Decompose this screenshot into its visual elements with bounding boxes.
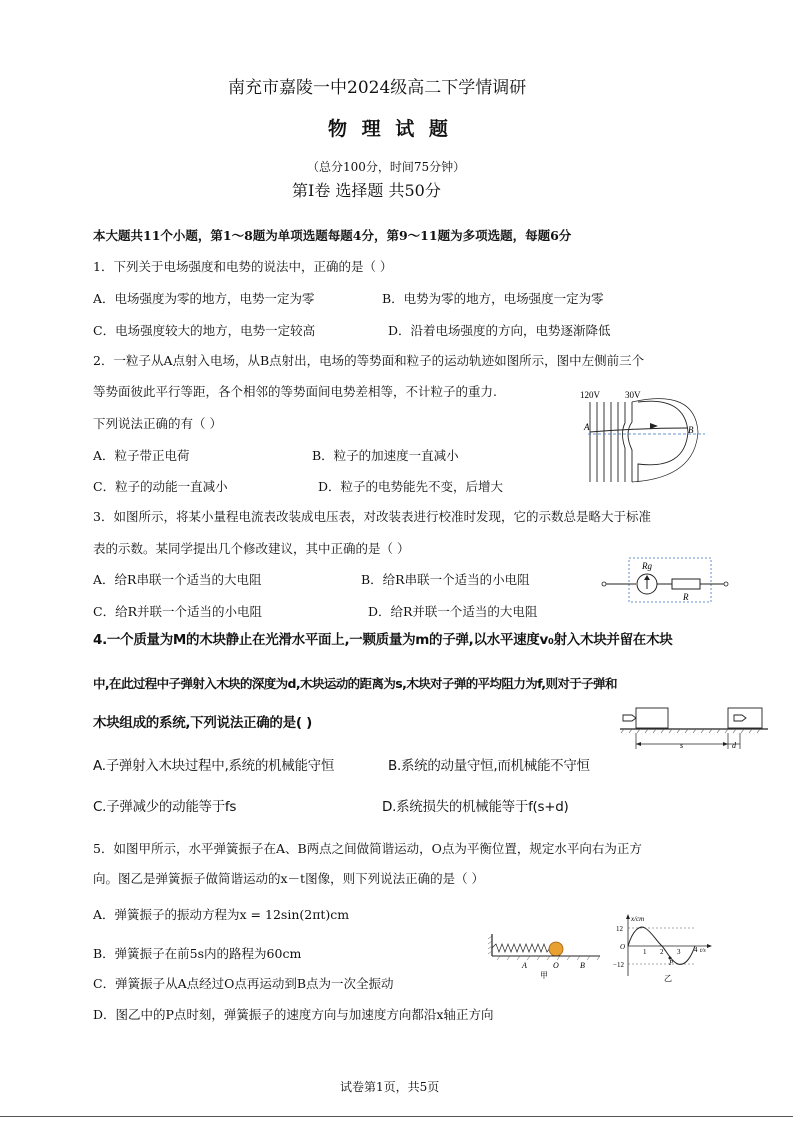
q4-option-b: B.系统的动量守恒,而机械能不守恒 [388,758,590,774]
exam-meta: （总分100分，时间75分钟） [307,160,466,174]
q2-point-b: B [688,425,694,435]
q2-option-d: D．粒子的电势能先不变，后增大 [318,479,504,494]
q4-option-d: D.系统损失的机械能等于f(s+d) [382,799,569,815]
instructions: 本大题共11个小题，第1～8题为单项选题每题4分，第9～11题为多项选题，每题6分 [93,228,572,243]
q5-fig2-ylabel: x/cm [631,915,645,923]
q5-fig2-t1: 1 [643,948,647,956]
q1-option-d: D．沿着电场强度的方向，电势逐渐降低 [388,323,611,338]
q1-option-a: A．电场强度为零的地方，电势一定为零 [93,291,315,306]
q5-figure-xt-graph [612,912,717,984]
page-bottom-border [0,1116,793,1117]
q5-fig1-b: B [580,961,585,970]
q5-fig2-t4: 4 [694,946,698,954]
q5-fig1-o: O [553,961,559,970]
q3-figure-circuit [602,555,728,605]
q5-fig2-caption: 乙 [664,974,672,983]
page-footer: 试卷第1页，共5页 [340,1080,440,1094]
q4-option-c: C.子弹减少的动能等于fs [93,799,237,815]
q3-option-c: C．给R并联一个适当的小电阻 [93,604,262,619]
q5-option-b: B．弹簧振子在前5s内的路程为60cm [93,946,302,961]
q4-stem-3: 木块组成的系统,下列说法正确的是( ) [93,715,312,731]
q5-option-c: C．弹簧振子从A点经过O点再运动到B点为一次全振动 [93,976,394,991]
q3-stem-1: 3．如图所示，将某小量程电流表改装成电压表，对改装表进行校准时发现，它的示数总是略大于标准 [93,509,651,524]
q1-option-c: C．电场强度较大的地方，电势一定较高 [93,323,316,338]
q5-fig1-a: A [522,961,527,970]
school-title: 南充市嘉陵一中2024级高二下学情调研 [228,78,527,98]
q3-option-b: B．给R串联一个适当的小电阻 [361,572,530,587]
subject-title: 物 理 试 题 [328,118,452,140]
q2-option-a: A．粒子带正电荷 [93,448,190,463]
q5-fig2-ymin: −12 [613,961,624,969]
q5-fig2-t3: 3 [677,948,681,956]
q5-figure-spring [490,930,602,980]
q2-stem-1: 2．一粒子从A点射入电场，从B点射出，电场的等势面和粒子的运动轨迹如图所示，图中左侧前三个 [93,353,645,368]
q2-option-c: C．粒子的动能一直减小 [93,479,228,494]
q2-label-30v: 30V [625,390,641,400]
q1-stem: 1．下列关于电场强度和电势的说法中，正确的是（ ） [93,259,393,274]
q5-option-d: D．图乙中的P点时刻，弹簧振子的速度方向与加速度方向都沿x轴正方向 [93,1007,494,1022]
q5-fig1-caption: 甲 [540,971,548,980]
q1-option-b: B．电势为零的地方，电场强度一定为零 [382,291,604,306]
q5-fig2-ymax: 12 [616,925,623,933]
q5-fig2-p: P [669,959,674,967]
q2-point-a: A [584,422,590,432]
q2-figure-equipotential [580,388,710,488]
q5-stem-2: 向。图乙是弹簧振子做简谐运动的x－t图像，则下列说法正确的是（ ） [93,871,485,886]
q4-stem-2: 中,在此过程中子弹射入木块的深度为d,木块运动的距离为s,木块对子弹的平均阻力为f,则对于子弹和 [93,676,617,691]
q3-option-d: D．给R并联一个适当的大电阻 [368,604,538,619]
section-title: 第Ⅰ卷 选择题 共50分 [292,181,441,200]
q3-label-rg: Rg [642,561,652,571]
q3-stem-2: 表的示数。某同学提出几个修改建议，其中正确的是（ ） [93,541,410,556]
q4-label-d: d [732,741,736,750]
q2-stem-3: 下列说法正确的有（ ） [93,416,222,431]
q5-fig2-t2: 2 [660,948,664,956]
q2-stem-2: 等势面彼此平行等距，各个相邻的等势面间电势差相等，不计粒子的重力. [93,384,497,399]
q4-option-a: A.子弹射入木块过程中,系统的机械能守恒 [93,758,335,774]
q2-label-120v: 120V [580,390,600,400]
q3-label-r: R [683,592,689,602]
q4-label-s: s [680,741,684,750]
q4-stem-1: 4.一个质量为M的木块静止在光滑水平面上,一颗质量为m的子弹,以水平速度v₀射入木块并留在木块 [93,632,673,648]
q4-figure-bullet-block [620,705,770,755]
q5-option-a: A．弹簧振子的振动方程为x = 12sin(2πt)cm [93,907,350,922]
q3-option-a: A．给R串联一个适当的大电阻 [93,572,262,587]
q2-option-b: B．粒子的加速度一直减小 [312,448,459,463]
q5-stem-1: 5．如图甲所示，水平弹簧振子在A、B两点之间做简谐运动，O点为平衡位置，规定水平向右为正方 [93,841,642,856]
q5-fig2-tlabel: t/s [700,948,706,954]
q5-fig2-origin: O [620,943,626,951]
